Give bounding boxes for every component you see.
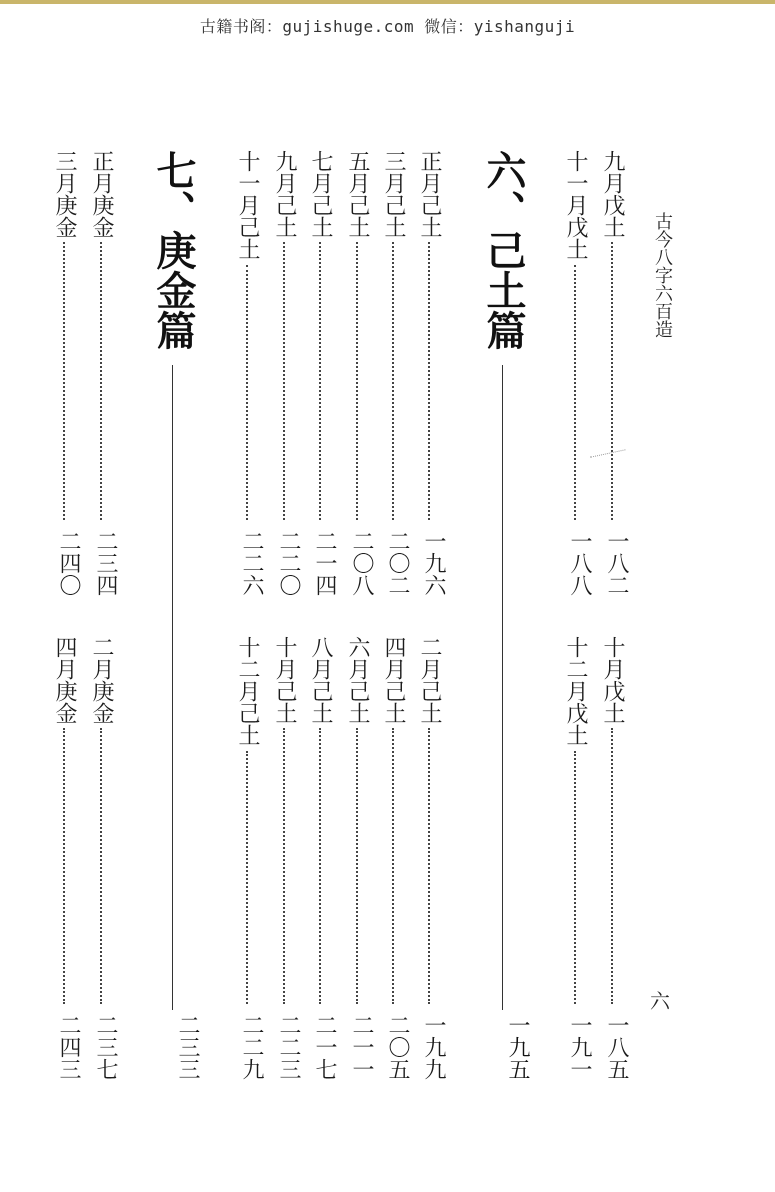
toc-entry[interactable] [49,636,79,1080]
top-border [0,0,775,4]
toc-entry[interactable] [342,636,372,1080]
toc-entry[interactable] [560,150,590,596]
chapter-rule [172,365,173,1010]
toc-entry[interactable] [414,150,444,596]
toc-entry[interactable] [86,636,116,1080]
entry-label: 三月庚金 [52,150,77,238]
chapter-rule [502,365,503,1010]
leader-dots [283,242,285,520]
entry-label: 五月己土 [345,150,370,238]
entry-page: 二一一 [349,1014,374,1080]
toc-entry[interactable] [305,636,335,1080]
entry-page: 二二六 [239,530,264,596]
chapter-page: 一九五 [505,1014,530,1080]
entry-page: 一八二 [604,530,629,596]
chapter-title: 七、庚金篇 [150,150,197,350]
leader-dots [611,242,613,520]
toc-entry[interactable] [378,150,408,596]
entry-page: 二〇二 [385,530,410,596]
entry-page: 一八八 [567,530,592,596]
entry-page: 二二九 [239,1014,264,1080]
entry-label: 正月庚金 [89,150,114,238]
running-head: 古今八字六百造 [652,212,673,338]
entry-label: 九月己土 [272,150,297,238]
entry-label: 七月己土 [308,150,333,238]
entry-label: 正月己土 [417,150,442,238]
toc-entry[interactable] [269,150,299,596]
entry-label: 二月庚金 [89,636,114,724]
leader-dots [319,728,321,1004]
entry-page: 一九一 [567,1014,592,1080]
entry-page: 二四三 [56,1014,81,1080]
leader-dots [100,728,102,1004]
entry-label: 十一月戊土 [563,150,588,260]
entry-label: 十月戊土 [600,636,625,724]
leader-dots [246,265,248,520]
leader-dots [356,728,358,1004]
leader-dots [246,751,248,1004]
entry-page: 二二〇 [276,530,301,596]
toc-entry[interactable] [378,636,408,1080]
leader-dots [356,242,358,520]
leader-dots [428,728,430,1004]
entry-page: 二二三 [276,1014,301,1080]
entry-label: 三月己土 [381,150,406,238]
leader-dots [574,265,576,520]
entry-label: 四月己土 [381,636,406,724]
entry-page: 二一七 [312,1014,337,1080]
leader-dots [611,728,613,1004]
page-number: 六 [650,989,670,1013]
leader-dots [574,751,576,1004]
entry-page: 二三四 [93,530,118,596]
entry-page: 二一四 [312,530,337,596]
entry-page: 一九九 [421,1014,446,1080]
leader-dots [319,242,321,520]
toc-entry[interactable] [232,636,262,1080]
entry-label: 十二月己土 [235,636,260,746]
toc-entry[interactable] [597,150,627,596]
leader-dots [63,728,65,1004]
entry-page: 二〇五 [385,1014,410,1080]
entry-page: 二三七 [93,1014,118,1080]
toc-entry[interactable] [560,636,590,1080]
entry-label: 二月己土 [417,636,442,724]
leader-dots [428,242,430,520]
toc-entry[interactable] [342,150,372,596]
entry-page: 一八五 [604,1014,629,1080]
leader-dots [63,242,65,520]
chapter-heading[interactable] [148,150,198,1080]
entry-page: 二四〇 [56,530,81,596]
chapter-heading[interactable] [478,150,528,1080]
entry-page: 一九六 [421,530,446,596]
toc-entry[interactable] [269,636,299,1080]
chapter-title: 六、己土篇 [480,150,527,350]
entry-label: 四月庚金 [52,636,77,724]
leader-dots [392,242,394,520]
entry-label: 八月己土 [308,636,333,724]
entry-label: 九月戊土 [600,150,625,238]
leader-dots [100,242,102,520]
leader-dots [283,728,285,1004]
entry-label: 六月己土 [345,636,370,724]
watermark-text: 古籍书阁：gujishuge.com 微信：yishanguji [199,17,576,36]
leader-dots [392,728,394,1004]
entry-page: 二〇八 [349,530,374,596]
toc-entry[interactable] [232,150,262,596]
entry-label: 十一月己土 [235,150,260,260]
toc-entry[interactable] [86,150,116,596]
entry-label: 十二月戊土 [563,636,588,746]
toc-entry[interactable] [49,150,79,596]
toc-entry[interactable] [597,636,627,1080]
toc-entry[interactable] [305,150,335,596]
chapter-page: 二三三 [175,1014,200,1080]
entry-label: 十月己土 [272,636,297,724]
toc-entry[interactable] [414,636,444,1080]
